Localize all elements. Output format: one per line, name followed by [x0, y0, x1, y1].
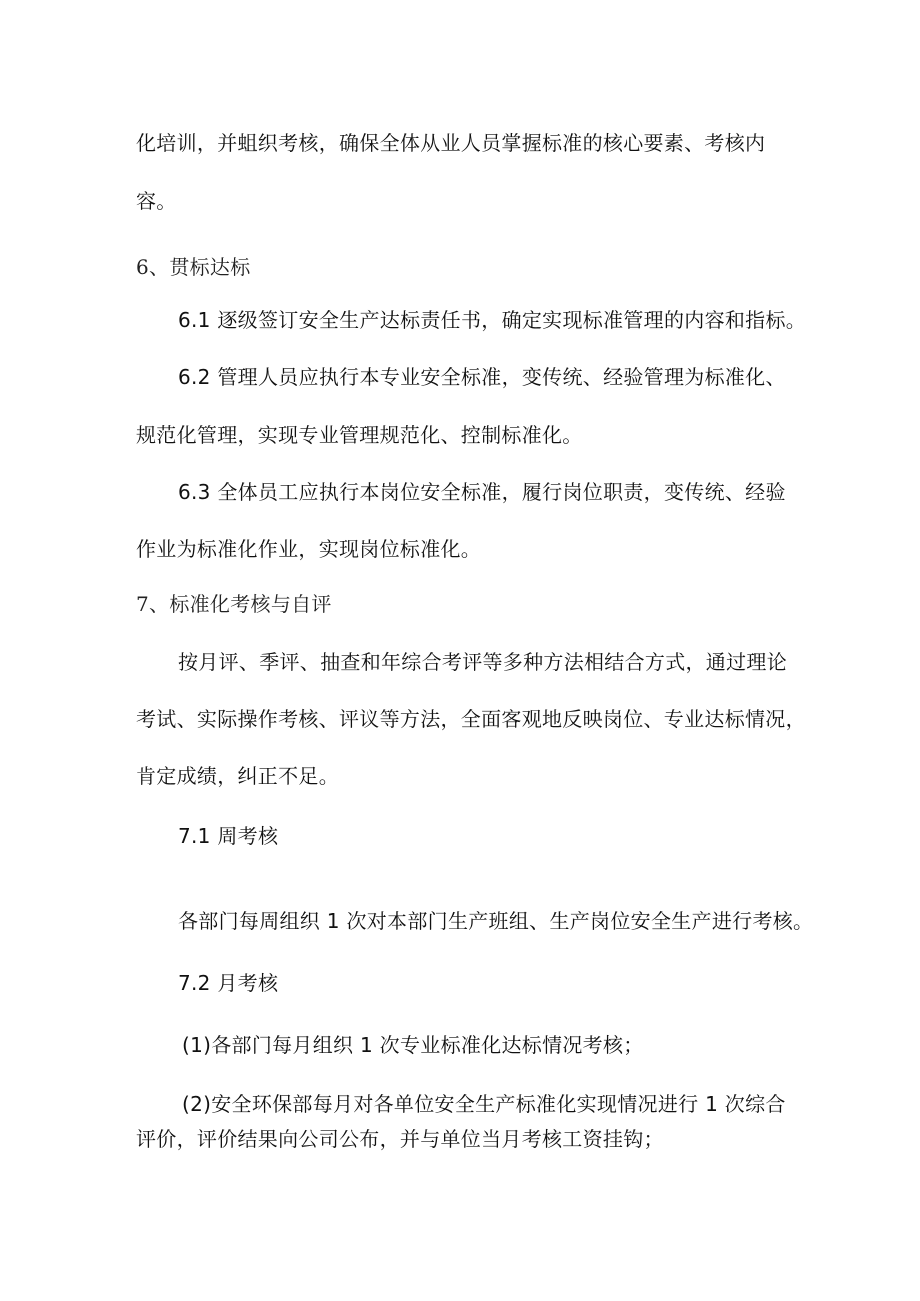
section-7-paragraph-line-2: 考试、实际操作考核、评议等方法，全面客观地反映岗位、专业达标情况，	[136, 707, 806, 731]
item-6-1-line-1: 6.1 逐级签订安全生产达标责任书，确定实现标准管理的内容和指标。	[178, 308, 807, 332]
intro-line-1: 化培训，并蛆织考核，确保全体从业人员掌握标准的核心要素、考核内	[136, 131, 766, 155]
item-7-2-point-2-line-1: (2)安全环保部每月对各单位安全生产标准化实现情况进行 1 次综合	[182, 1092, 786, 1116]
item-7-1-title: 7.1 周考核	[178, 824, 279, 848]
intro-line-2: 容。	[136, 189, 177, 213]
item-6-2-line-2: 规范化管理，实现专业管理规范化、控制标准化。	[136, 423, 583, 447]
section-7-paragraph-line-1: 按月评、季评、抽查和年综合考评等多种方法相结合方式，通过理论	[178, 650, 787, 674]
item-7-2-point-1: (1)各部门每月组织 1 次专业标准化达标情况考核；	[182, 1033, 644, 1057]
item-6-3-line-2: 作业为标准化作业，实现岗位标准化。	[136, 537, 482, 561]
item-6-2-line-1: 6.2 管理人员应执行本专业安全标准，变传统、经验管理为标准化、	[178, 365, 786, 389]
section-7-paragraph-line-3: 肯定成绩，纠正不足。	[136, 764, 339, 788]
item-7-1-body: 各部门每周组织 1 次对本部门生产班组、生产岗位安全生产进行考核。	[178, 909, 814, 933]
item-7-2-title: 7.2 月考核	[178, 971, 279, 995]
item-7-2-point-2-line-2: 评价，评价结果向公司公布，并与单位当月考核工资挂钩；	[136, 1127, 664, 1151]
section-6-heading: 6、贯标达标	[136, 255, 251, 279]
item-6-3-line-1: 6.3 全体员工应执行本岗位安全标准，履行岗位职责，变传统、经验	[178, 480, 786, 504]
section-7-heading: 7、标准化考核与自评	[136, 592, 332, 616]
